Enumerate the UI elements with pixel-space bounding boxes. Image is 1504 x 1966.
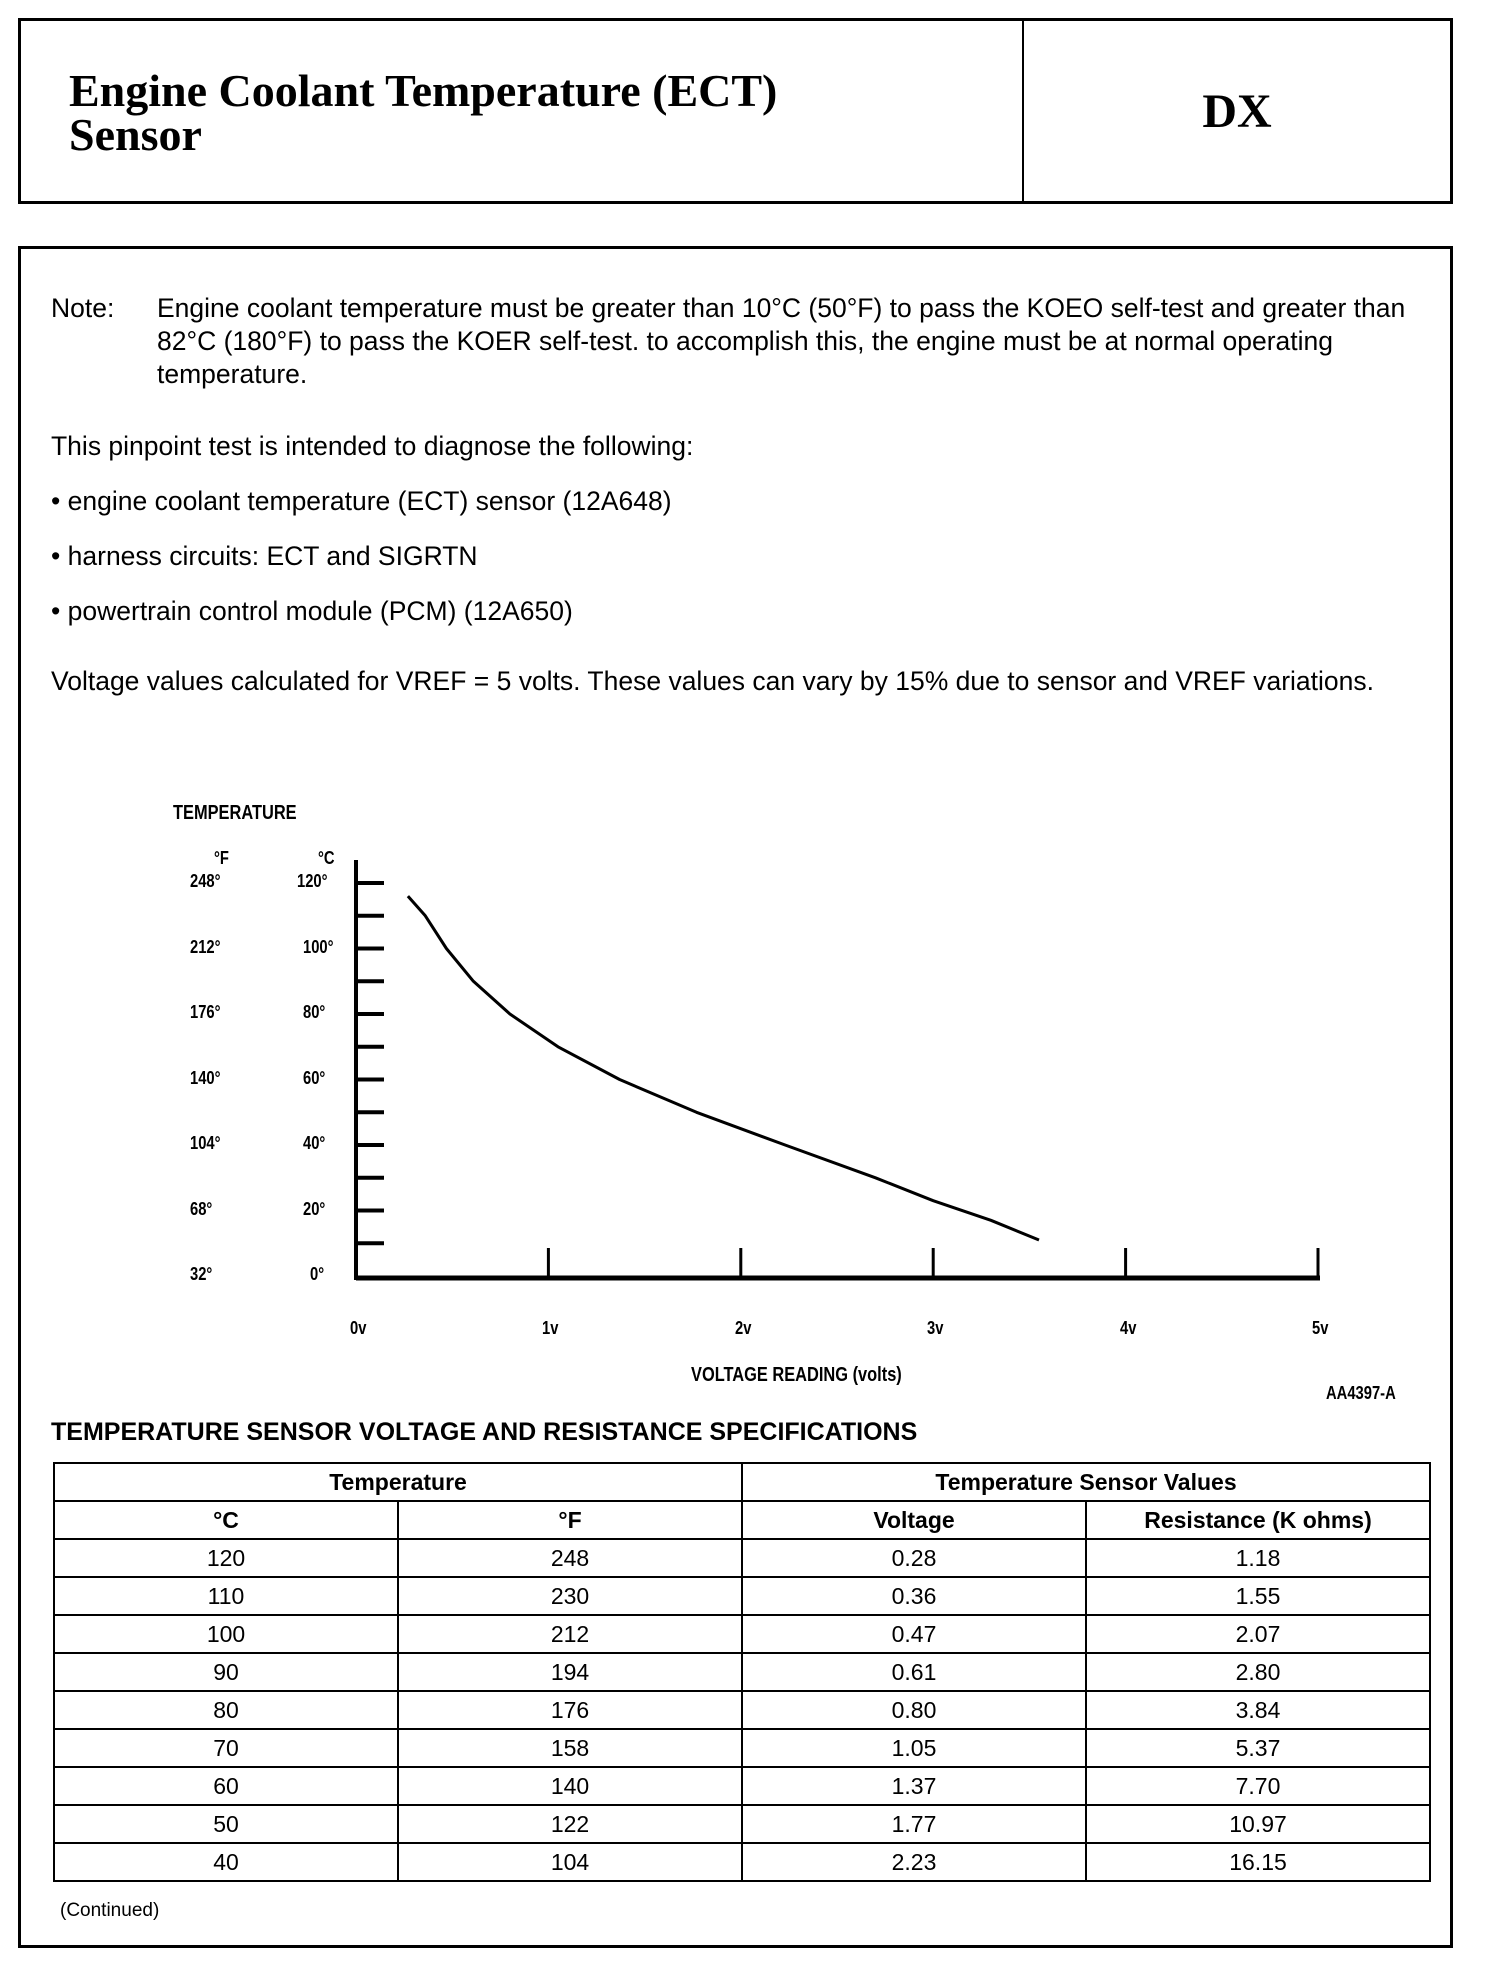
table-cell: 104 (398, 1843, 742, 1881)
table-cell: 40 (54, 1843, 398, 1881)
table-cell: 230 (398, 1577, 742, 1615)
y-tick-label-c: 80° (303, 1002, 326, 1022)
x-tick-label: 4v (1119, 1318, 1137, 1338)
table-cell: 2.23 (742, 1843, 1086, 1881)
bullet-item: • harness circuits: ECT and SIGRTN (51, 541, 478, 571)
x-tick-label: 1v (542, 1318, 559, 1338)
table-cell: 120 (54, 1539, 398, 1577)
y-tick-label-f: 248° (190, 871, 221, 891)
y-tick-label-f: 176° (190, 1002, 221, 1022)
y-tick-label-c: 20° (303, 1198, 326, 1219)
y-unit-f: °F (214, 848, 229, 868)
table-cell: 158 (398, 1729, 742, 1767)
column-header: Voltage (742, 1501, 1086, 1539)
note-label: Note: (51, 293, 115, 323)
y-tick-label-f: 140° (190, 1067, 221, 1088)
table-cell: 1.05 (742, 1729, 1086, 1767)
table-row (54, 1729, 1430, 1767)
table-cell: 2.07 (1086, 1615, 1430, 1653)
table-cell: 7.70 (1086, 1767, 1430, 1805)
table-cell: 194 (398, 1653, 742, 1691)
table-row (54, 1691, 1430, 1729)
column-header: Resistance (K ohms) (1086, 1501, 1430, 1539)
y-tick-label-f: 104° (190, 1133, 221, 1153)
spec-table (53, 1462, 1431, 1882)
y-tick-label-c: 120° (297, 871, 328, 891)
figure-id: AA4397-A (1326, 1383, 1396, 1403)
table-cell: 50 (54, 1805, 398, 1843)
table-row (54, 1539, 1430, 1577)
table-cell: 1.18 (1086, 1539, 1430, 1577)
table-cell: 3.84 (1086, 1691, 1430, 1729)
table-cell: 140 (398, 1767, 742, 1805)
table-cell: 5.37 (1086, 1729, 1430, 1767)
table-cell: 2.80 (1086, 1653, 1430, 1691)
table-cell: 122 (398, 1805, 742, 1843)
table-row (54, 1615, 1430, 1653)
table-cell: 110 (54, 1577, 398, 1615)
group-header: Temperature Sensor Values (742, 1463, 1430, 1501)
table-cell: 212 (398, 1615, 742, 1653)
x-tick-label: 3v (927, 1318, 944, 1338)
y-tick-label-c: 40° (303, 1133, 326, 1153)
x-axis-label: VOLTAGE READING (volts) (691, 1364, 902, 1386)
table-cell: 0.80 (742, 1691, 1086, 1729)
title-line-2: Sensor (69, 109, 202, 160)
table-cell: 0.28 (742, 1539, 1086, 1577)
table-cell: 1.37 (742, 1767, 1086, 1805)
x-tick-label: 2v (734, 1318, 752, 1338)
table-cell: 248 (398, 1539, 742, 1577)
table-cell: 1.77 (742, 1805, 1086, 1843)
table-cell: 0.36 (742, 1577, 1086, 1615)
bullet-item: • powertrain control module (PCM) (12A650) (51, 596, 573, 626)
table-title: TEMPERATURE SENSOR VOLTAGE AND RESISTANCE SPECIFICATIONS (51, 1418, 918, 1446)
table-row (54, 1805, 1430, 1843)
intro-text: This pinpoint test is intended to diagnose the following: (51, 431, 694, 461)
x-tick-label: 0v (350, 1318, 367, 1338)
y-tick-label-c: 100° (303, 936, 334, 957)
note-text: Engine coolant temperature must be greater than 10°C (50°F) to pass the KOEO self-test and greater than 82°C (180°F) to pass the KOER self-test. to accomplish this, the engine must be at normal operating temperature. (157, 293, 1406, 389)
table-row (54, 1577, 1430, 1615)
table-row (54, 1767, 1430, 1805)
table-cell: 80 (54, 1691, 398, 1729)
vref-text: Voltage values calculated for VREF = 5 volts. These values can vary by 15% due to sensor and VREF variations. (51, 666, 1375, 696)
table-cell: 0.61 (742, 1653, 1086, 1691)
continued-label: (Continued) (60, 1900, 160, 1921)
table-cell: 176 (398, 1691, 742, 1729)
y-tick-label-f: 212° (190, 936, 221, 957)
bullet-item: • engine coolant temperature (ECT) sensor (12A648) (51, 486, 672, 516)
title-line-1: Engine Coolant Temperature (ECT) (69, 65, 778, 116)
table-cell: 10.97 (1086, 1805, 1430, 1843)
y-tick-label-f: 32° (190, 1264, 213, 1284)
table-cell: 60 (54, 1767, 398, 1805)
x-tick-label: 5v (1312, 1318, 1329, 1338)
table-cell: 100 (54, 1615, 398, 1653)
chart-title: TEMPERATURE (173, 802, 297, 824)
header-row (54, 1501, 1430, 1539)
table-row (54, 1653, 1430, 1691)
table-cell: 16.15 (1086, 1843, 1430, 1881)
table-cell: 1.55 (1086, 1577, 1430, 1615)
ect-curve (408, 896, 1039, 1240)
group-header-row (54, 1463, 1430, 1501)
y-tick-label-c: 60° (303, 1067, 326, 1088)
y-tick-label-f: 68° (190, 1198, 213, 1219)
column-header: °F (398, 1501, 742, 1539)
y-tick-label-c: 0° (310, 1264, 325, 1284)
table-cell: 70 (54, 1729, 398, 1767)
table-row (54, 1843, 1430, 1881)
table-cell: 0.47 (742, 1615, 1086, 1653)
table-cell: 90 (54, 1653, 398, 1691)
group-header: Temperature (54, 1463, 742, 1501)
y-unit-c: °C (318, 848, 335, 868)
section-code: DX (1202, 84, 1272, 138)
column-header: °C (54, 1501, 398, 1539)
